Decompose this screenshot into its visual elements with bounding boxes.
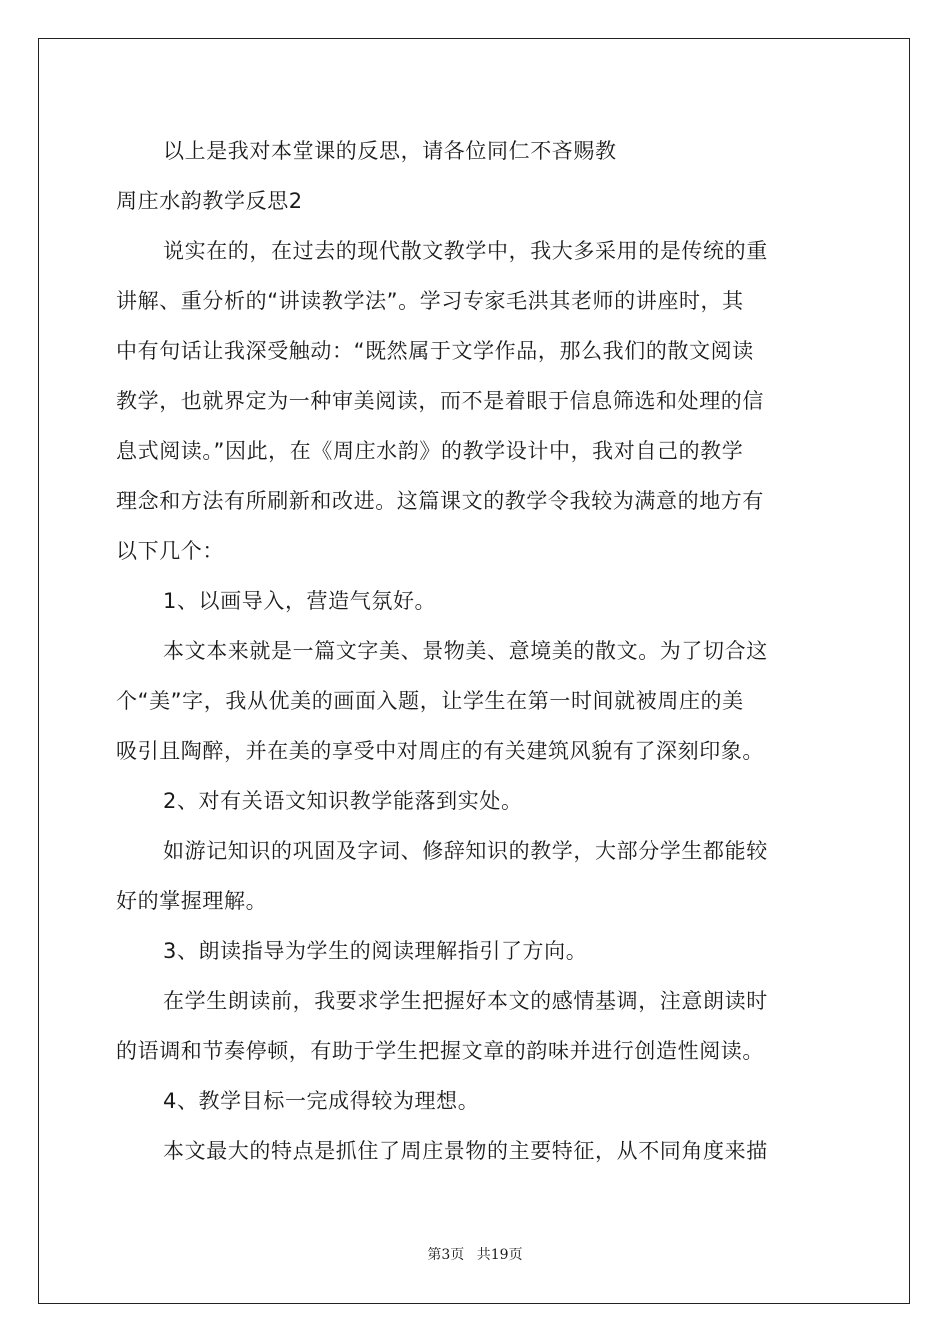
text-line: 的语调和节奏停顿，有助于学生把握文章的韵味并进行创造性阅读。 <box>116 1039 764 1063</box>
text-line: 息式阅读。”因此，在《周庄水韵》的教学设计中，我对自己的教学 <box>116 439 744 463</box>
text-line: 2、对有关语文知识教学能落到实处。 <box>163 789 523 813</box>
document-body <box>116 126 832 1176</box>
text-line: 讲解、重分析的“讲读教学法”。学习专家毛洪其老师的讲座时，其 <box>116 289 744 313</box>
section-title: 周庄水韵教学反思2 <box>116 189 303 213</box>
total-pages: 共19页 <box>476 1247 523 1263</box>
text-line: 本文最大的特点是抓住了周庄景物的主要特征，从不同角度来描 <box>163 1139 768 1163</box>
text-line: 吸引且陶醉，并在美的享受中对周庄的有关建筑风貌有了深刻印象。 <box>116 739 764 763</box>
text-line: 中有句话让我深受触动：“既然属于文学作品，那么我们的散文阅读 <box>116 339 754 363</box>
text-line: 本文本来就是一篇文字美、景物美、意境美的散文。为了切合这 <box>163 639 768 663</box>
text-line: 如游记知识的巩固及字词、修辞知识的教学，大部分学生都能较 <box>163 839 768 863</box>
text-line: 以上是我对本堂课的反思，请各位同仁不吝赐教 <box>163 139 617 163</box>
text-line: 在学生朗读前，我要求学生把握好本文的感情基调，注意朗读时 <box>163 989 768 1013</box>
text-line: 教学，也就界定为一种审美阅读，而不是着眼于信息筛选和处理的信 <box>116 389 764 413</box>
text-line: 个“美”字，我从优美的画面入题，让学生在第一时间就被周庄的美 <box>116 689 744 713</box>
page-footer <box>0 1244 950 1264</box>
text-line: 说实在的，在过去的现代散文教学中，我大多采用的是传统的重 <box>163 239 768 263</box>
text-line: 以下几个： <box>116 539 224 563</box>
page-number: 第3页 <box>427 1247 465 1263</box>
text-line: 理念和方法有所刷新和改进。这篇课文的教学令我较为满意的地方有 <box>116 489 764 513</box>
text-line: 1、以画导入，营造气氛好。 <box>163 589 437 613</box>
text-line: 3、朗读指导为学生的阅读理解指引了方向。 <box>163 939 588 963</box>
text-line: 好的掌握理解。 <box>116 889 268 913</box>
text-line: 4、教学目标一完成得较为理想。 <box>163 1089 480 1113</box>
